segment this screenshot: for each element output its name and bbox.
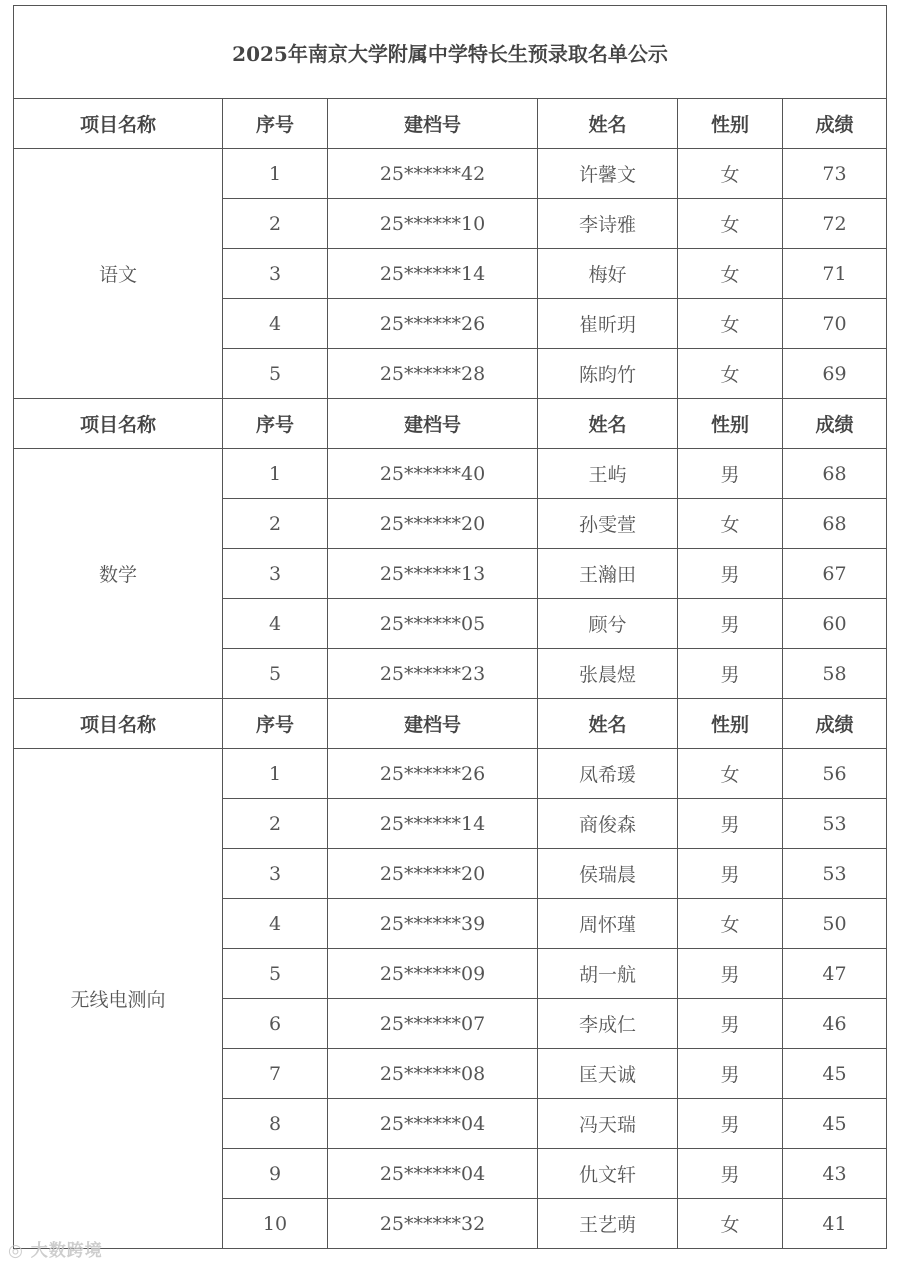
index-cell: 5 <box>223 649 328 699</box>
file-number-cell: 25******05 <box>328 599 538 649</box>
index-cell: 5 <box>223 349 328 399</box>
score-cell: 73 <box>783 149 887 199</box>
header-project-name: 项目名称 <box>14 399 223 449</box>
gender-cell: 男 <box>678 949 783 999</box>
index-cell: 1 <box>223 149 328 199</box>
header-project-name: 项目名称 <box>14 99 223 149</box>
header-file-number: 建档号 <box>328 699 538 749</box>
score-cell: 70 <box>783 299 887 349</box>
file-number-cell: 25******42 <box>328 149 538 199</box>
gender-cell: 男 <box>678 649 783 699</box>
name-cell: 凤希瑗 <box>538 749 678 799</box>
file-number-cell: 25******13 <box>328 549 538 599</box>
name-cell: 陈昀竹 <box>538 349 678 399</box>
header-gender: 性别 <box>678 699 783 749</box>
gender-cell: 女 <box>678 1199 783 1249</box>
name-cell: 侯瑞晨 <box>538 849 678 899</box>
header-index: 序号 <box>223 99 328 149</box>
gender-cell: 男 <box>678 999 783 1049</box>
score-cell: 67 <box>783 549 887 599</box>
name-cell: 胡一航 <box>538 949 678 999</box>
header-name: 姓名 <box>538 699 678 749</box>
score-cell: 41 <box>783 1199 887 1249</box>
header-row <box>14 99 887 149</box>
gender-cell: 男 <box>678 1149 783 1199</box>
score-cell: 53 <box>783 849 887 899</box>
gender-cell: 女 <box>678 149 783 199</box>
name-cell: 李成仁 <box>538 999 678 1049</box>
name-cell: 孙雯萱 <box>538 499 678 549</box>
score-cell: 60 <box>783 599 887 649</box>
index-cell: 2 <box>223 799 328 849</box>
score-cell: 53 <box>783 799 887 849</box>
gender-cell: 女 <box>678 199 783 249</box>
index-cell: 4 <box>223 899 328 949</box>
name-cell: 王瀚田 <box>538 549 678 599</box>
table-row <box>14 749 887 799</box>
file-number-cell: 25******39 <box>328 899 538 949</box>
name-cell: 冯天瑞 <box>538 1099 678 1149</box>
file-number-cell: 25******14 <box>328 249 538 299</box>
file-number-cell: 25******20 <box>328 499 538 549</box>
score-cell: 58 <box>783 649 887 699</box>
title-row <box>14 6 887 99</box>
gender-cell: 女 <box>678 499 783 549</box>
score-cell: 68 <box>783 449 887 499</box>
index-cell: 9 <box>223 1149 328 1199</box>
name-cell: 张晨煜 <box>538 649 678 699</box>
gender-cell: 男 <box>678 449 783 499</box>
header-name: 姓名 <box>538 399 678 449</box>
table-row <box>14 449 887 499</box>
admission-list-table <box>13 5 887 1249</box>
page-title: 2025年南京大学附属中学特长生预录取名单公示 <box>14 6 887 99</box>
name-cell: 顾兮 <box>538 599 678 649</box>
file-number-cell: 25******10 <box>328 199 538 249</box>
file-number-cell: 25******26 <box>328 749 538 799</box>
score-cell: 46 <box>783 999 887 1049</box>
gender-cell: 女 <box>678 299 783 349</box>
project-name-cell: 语文 <box>14 149 223 399</box>
gender-cell: 女 <box>678 249 783 299</box>
index-cell: 6 <box>223 999 328 1049</box>
index-cell: 3 <box>223 549 328 599</box>
score-cell: 56 <box>783 749 887 799</box>
header-index: 序号 <box>223 399 328 449</box>
header-score: 成绩 <box>783 699 887 749</box>
index-cell: 5 <box>223 949 328 999</box>
index-cell: 4 <box>223 299 328 349</box>
gender-cell: 男 <box>678 1099 783 1149</box>
score-cell: 68 <box>783 499 887 549</box>
header-score: 成绩 <box>783 99 887 149</box>
name-cell: 商俊森 <box>538 799 678 849</box>
name-cell: 王屿 <box>538 449 678 499</box>
name-cell: 王艺萌 <box>538 1199 678 1249</box>
score-cell: 47 <box>783 949 887 999</box>
gender-cell: 男 <box>678 799 783 849</box>
header-file-number: 建档号 <box>328 99 538 149</box>
name-cell: 李诗雅 <box>538 199 678 249</box>
file-number-cell: 25******26 <box>328 299 538 349</box>
name-cell: 周怀瑾 <box>538 899 678 949</box>
project-name-cell: 数学 <box>14 449 223 699</box>
score-cell: 43 <box>783 1149 887 1199</box>
header-index: 序号 <box>223 699 328 749</box>
header-row <box>14 699 887 749</box>
name-cell: 崔昕玥 <box>538 299 678 349</box>
file-number-cell: 25******20 <box>328 849 538 899</box>
header-name: 姓名 <box>538 99 678 149</box>
project-name-cell: 无线电测向 <box>14 749 223 1249</box>
gender-cell: 男 <box>678 849 783 899</box>
file-number-cell: 25******04 <box>328 1149 538 1199</box>
table-row <box>14 149 887 199</box>
gender-cell: 女 <box>678 749 783 799</box>
watermark-text: 大数跨境 <box>30 1241 103 1261</box>
watermark: ◎ 大数跨境 <box>8 1241 103 1261</box>
file-number-cell: 25******04 <box>328 1099 538 1149</box>
file-number-cell: 25******23 <box>328 649 538 699</box>
gender-cell: 男 <box>678 1049 783 1099</box>
index-cell: 2 <box>223 499 328 549</box>
score-cell: 71 <box>783 249 887 299</box>
header-gender: 性别 <box>678 99 783 149</box>
index-cell: 10 <box>223 1199 328 1249</box>
score-cell: 45 <box>783 1099 887 1149</box>
index-cell: 4 <box>223 599 328 649</box>
file-number-cell: 25******14 <box>328 799 538 849</box>
file-number-cell: 25******32 <box>328 1199 538 1249</box>
index-cell: 1 <box>223 749 328 799</box>
name-cell: 梅好 <box>538 249 678 299</box>
header-project-name: 项目名称 <box>14 699 223 749</box>
file-number-cell: 25******28 <box>328 349 538 399</box>
name-cell: 仇文轩 <box>538 1149 678 1199</box>
file-number-cell: 25******40 <box>328 449 538 499</box>
score-cell: 69 <box>783 349 887 399</box>
score-cell: 72 <box>783 199 887 249</box>
header-file-number: 建档号 <box>328 399 538 449</box>
name-cell: 匡天诚 <box>538 1049 678 1099</box>
gender-cell: 男 <box>678 599 783 649</box>
index-cell: 1 <box>223 449 328 499</box>
index-cell: 7 <box>223 1049 328 1099</box>
file-number-cell: 25******07 <box>328 999 538 1049</box>
header-score: 成绩 <box>783 399 887 449</box>
index-cell: 2 <box>223 199 328 249</box>
header-row <box>14 399 887 449</box>
gender-cell: 女 <box>678 349 783 399</box>
score-cell: 45 <box>783 1049 887 1099</box>
name-cell: 许馨文 <box>538 149 678 199</box>
index-cell: 3 <box>223 849 328 899</box>
score-cell: 50 <box>783 899 887 949</box>
file-number-cell: 25******09 <box>328 949 538 999</box>
header-gender: 性别 <box>678 399 783 449</box>
index-cell: 8 <box>223 1099 328 1149</box>
gender-cell: 男 <box>678 549 783 599</box>
gender-cell: 女 <box>678 899 783 949</box>
file-number-cell: 25******08 <box>328 1049 538 1099</box>
index-cell: 3 <box>223 249 328 299</box>
